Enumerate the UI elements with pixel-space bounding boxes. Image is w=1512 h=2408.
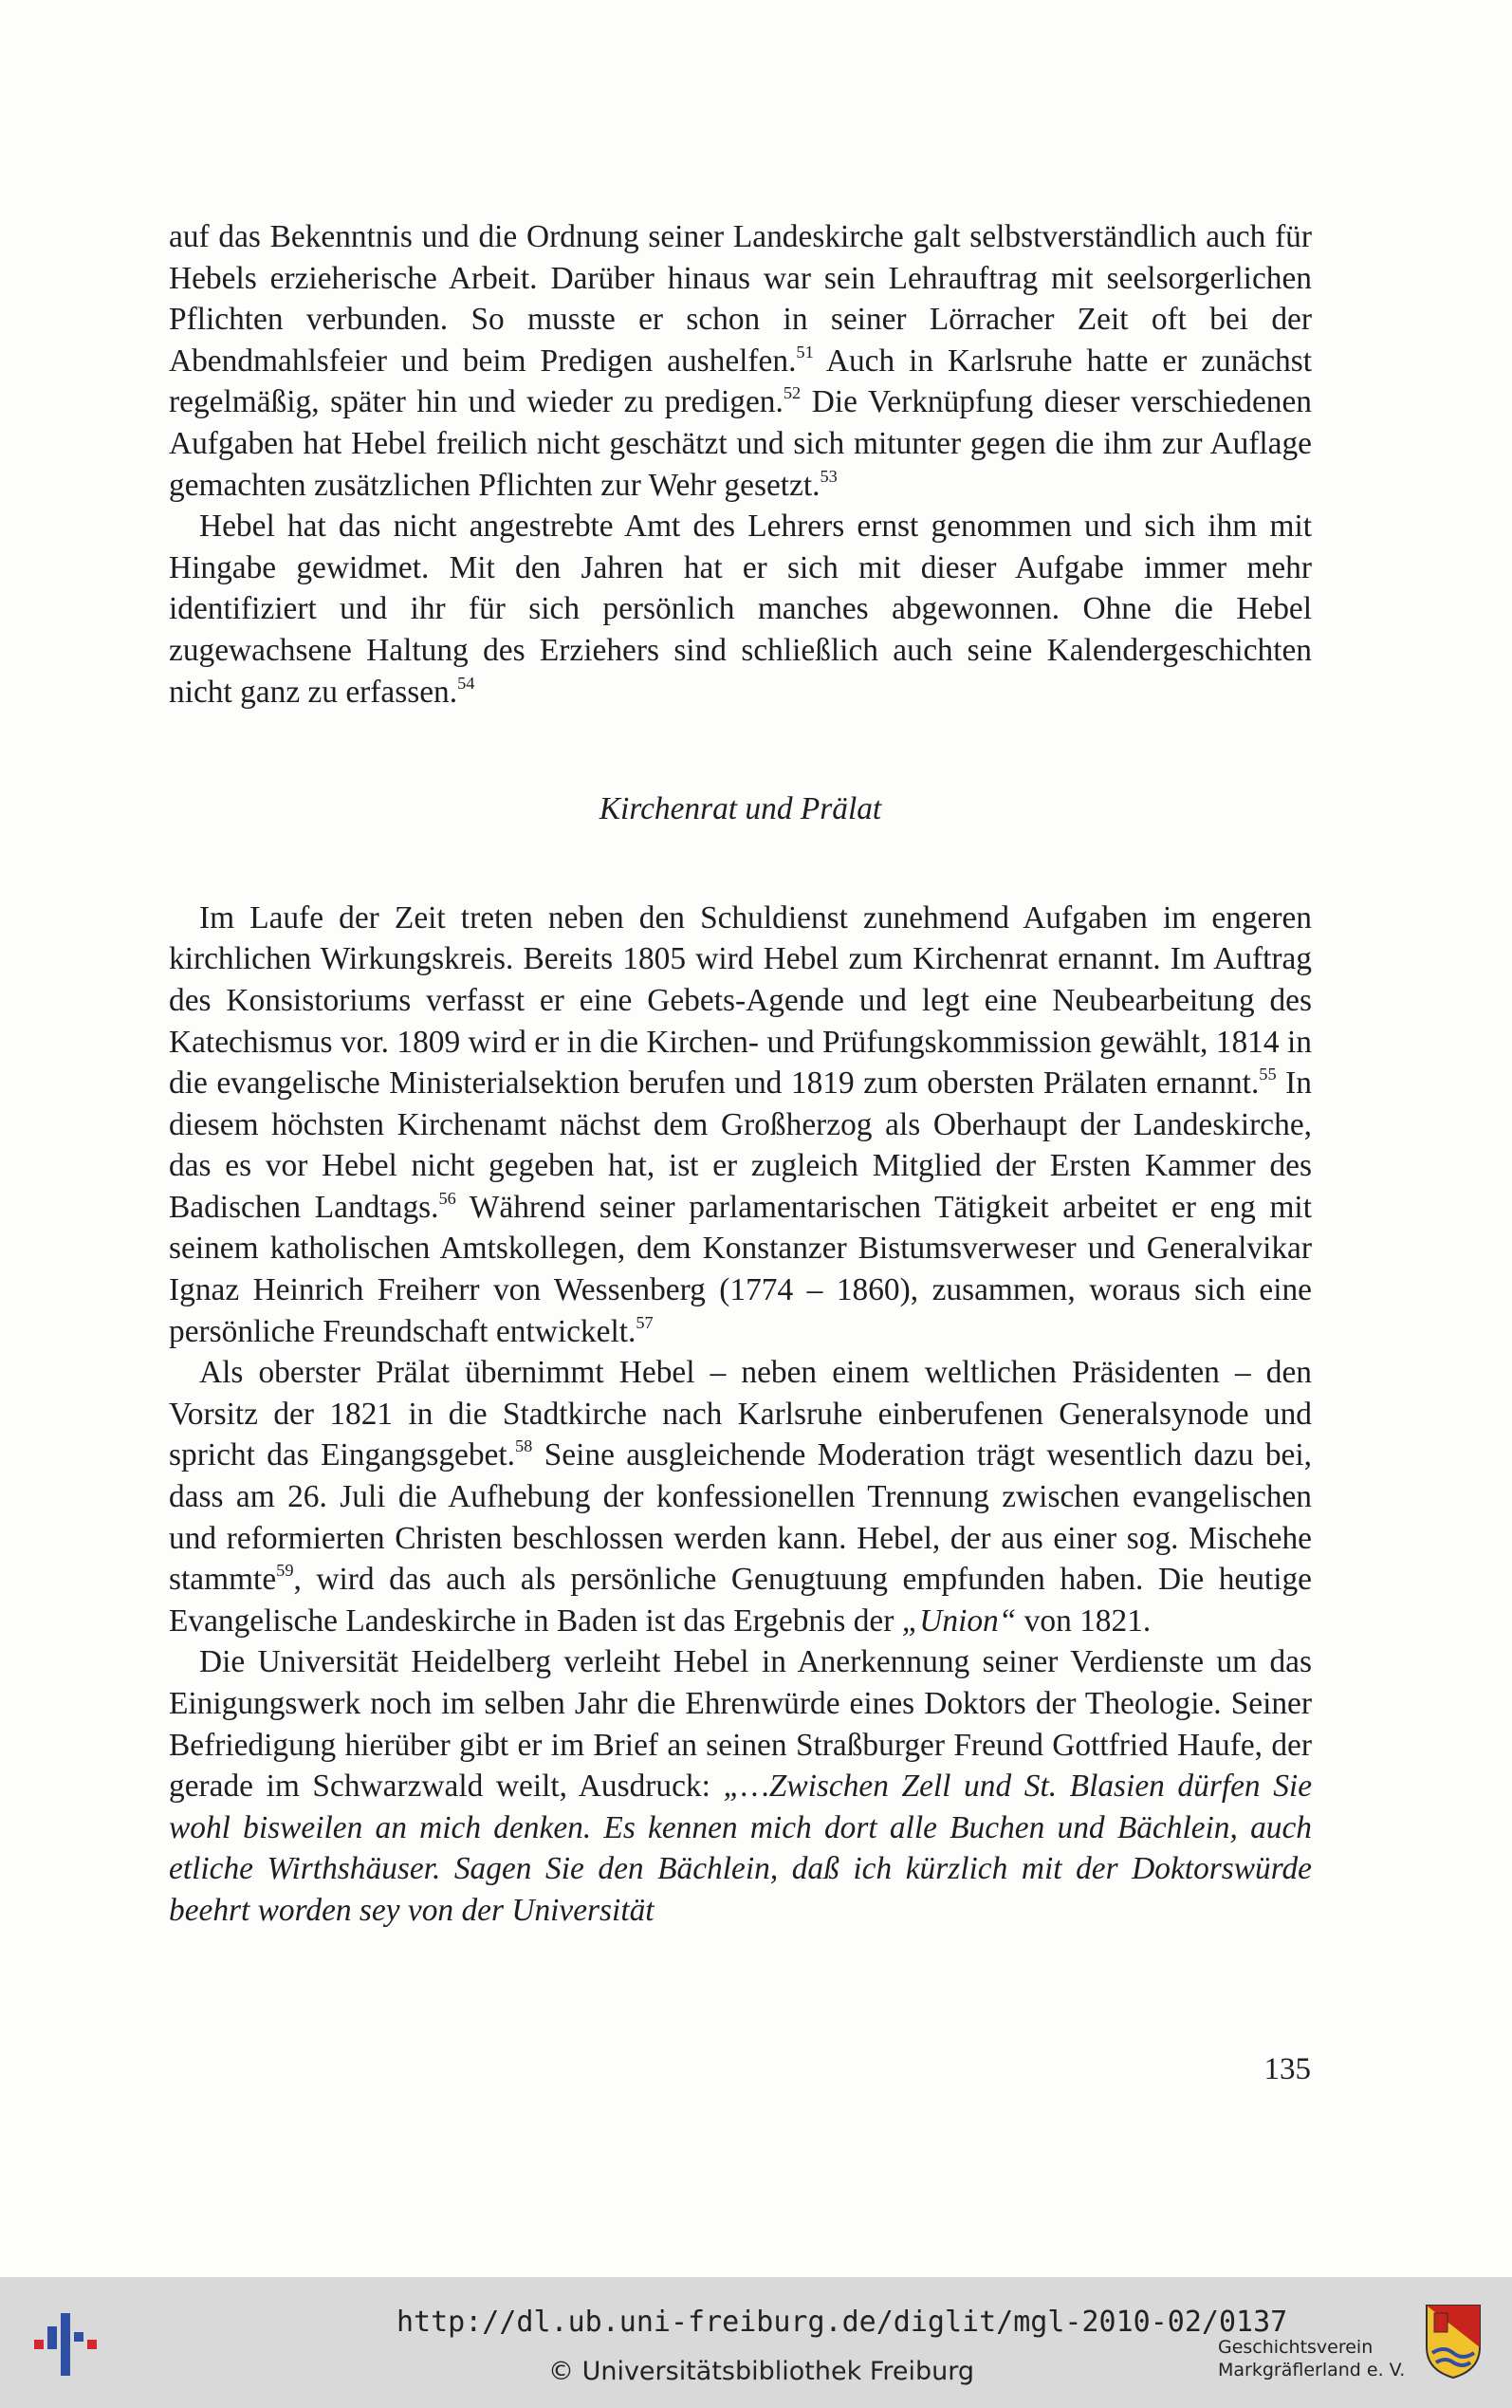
society-line-2: Markgräflerland e. V. [1218,2360,1406,2380]
footnote-marker: 54 [457,673,475,693]
paragraph [169,216,1312,506]
footnote-marker: 51 [796,343,814,362]
italic-text: „…Zwischen Zell und St. Blasien dürfen Sie wohl bisweilen an mich denken. Es kennen mich dort alle Buchen und Bächlein, auch etliche Wirthshäuser. Sagen Sie den Bächlein, daß ich kürzlich mit der Doktorswürde beehrt worden sey von der Universität [169,1769,1313,1928]
paragraphs-section [169,898,1312,1932]
section-heading: Kirchenrat und Prälat [599,791,882,827]
text-run: auf das Bekenntnis und die Ordnung seiner Landeskirche galt selbstverständlich auch für Hebels erzieherische Arbeit. Darüber hinaus war sein Lehrauftrag mit seelsorgerlichen Pflichten verbunden. So musste er schon in seiner Lörracher Zeit oft bei der Abendmahlsfeier und beim Predigen aushelfen. [169,219,1312,379]
text-run: von 1821. [1016,1602,1152,1639]
paragraph [169,898,1312,1353]
ub-freiburg-logo-icon [34,2313,97,2376]
footer-bar [0,2277,1512,2408]
footnote-marker: 56 [438,1189,456,1209]
paragraph [169,1352,1312,1641]
paragraphs-top [169,216,1312,713]
body-text [169,216,1312,1932]
italic-text: „Union“ [901,1602,1017,1639]
text-run: , wird das auch als persönliche Genugtuung empfunden haben. Die heutige Evangelische Landeskirche in Baden ist das Ergebnis der [169,1562,1312,1639]
text-run: Hebel hat das nicht angestrebte Amt des Lehrers ernst genommen und sich ihm mit Hingabe gewidmet. Mit den Jahren hat er sich mit dieser Aufgabe immer mehr identifiziert und ihr für sich persönlich manches abgewonnen. Ohne die Hebel zugewachsene Haltung des Erziehers sind schließlich auch seine Kalendergeschichten nicht ganz zu erfassen. [169,509,1312,710]
footer-copyright: © Universitätsbibliothek Freiburg [548,2357,975,2386]
society-line-1: Geschichtsverein [1218,2337,1374,2358]
footnote-marker: 58 [515,1436,533,1456]
footnote-marker: 53 [820,466,838,486]
paragraph [169,506,1312,713]
society-crest-icon [1425,2304,1482,2380]
footnote-marker: 55 [1259,1065,1277,1084]
page-number: 135 [1263,2052,1311,2086]
society-name [1218,2336,1405,2381]
text-run: Auch in Karlsruhe hatte er zunächst regelmäßig, später hin und wieder zu predigen. [169,343,1313,420]
footnote-marker: 59 [276,1561,294,1581]
paragraph [169,1641,1312,1931]
text-run: Im Laufe der Zeit treten neben den Schuldienst zunehmend Aufgaben im engeren kirchlichen Wirkungskreis. Bereits 1805 wird Hebel zum Kirchenrat ernannt. Im Auftrag des Konsistoriums verfasst er eine Gebets-Agende und legt eine Neubearbeitung des Katechismus vor. 1809 wird er in die Kirchen- und Prüfungskommission gewählt, 1814 in die evangelische Ministerialsektion berufen und 1819 zum obersten Prälaten ernannt. [169,899,1312,1102]
text-run: Die Universität Heidelberg verleiht Hebel in Anerkennung seiner Verdienste um das Einigungswerk noch im selben Jahr die Ehrenwürde eines Doktors der Theologie. Seiner Befriedigung hierüber gibt er im Brief an seinen Straßburger Freund Gottfried Haufe, der gerade im Schwarzwald weilt, Ausdruck: [169,1644,1312,1805]
text-run: Als oberster Prälat übernimmt Hebel – neben einem weltlichen Präsidenten – den Vorsitz der 1821 in die Stadtkirche nach Karlsruhe einberufenen Generalsynode und spricht das Eingangsgebet. [169,1355,1312,1473]
footer-url-link[interactable]: http://dl.ub.uni-freiburg.de/diglit/mgl-2010-02/0137 [396,2306,1288,2339]
text-run: Die Verknüpfung dieser verschiedenen Aufgaben hat Hebel freilich nicht geschätzt und sich mitunter gegen die ihm zur Auflage gemachten zusätzlichen Pflichten zur Wehr gesetzt. [169,384,1312,503]
footnote-marker: 52 [783,383,802,403]
text-run: Während seiner parlamentarischen Tätigkeit arbeitet er eng mit seinem katholischen Amtskollegen, dem Konstanzer Bistumsverweser und Generalvikar Ignaz Heinrich Freiherr von Wessenberg (1774 – 1860), zusammen, woraus sich eine persönliche Freundschaft entwickelt. [169,1189,1312,1349]
text-run: Seine ausgleichende Moderation trägt wesentlich dazu bei, dass am 26. Juli die Aufhebung der konfessionellen Trennung zwischen evangelischen und reformierten Christen beschlossen werden kann. Hebel, der aus einer sog. Mischehe stammte [169,1437,1312,1598]
text-run: In diesem höchsten Kirchenamt nächst dem Großherzog als Oberhaupt der Landeskirche, das es vor Hebel nicht gegeben hat, ist er zugleich Mitglied der Ersten Kammer des Badischen Landtags. [169,1065,1313,1225]
footnote-marker: 57 [636,1312,654,1332]
